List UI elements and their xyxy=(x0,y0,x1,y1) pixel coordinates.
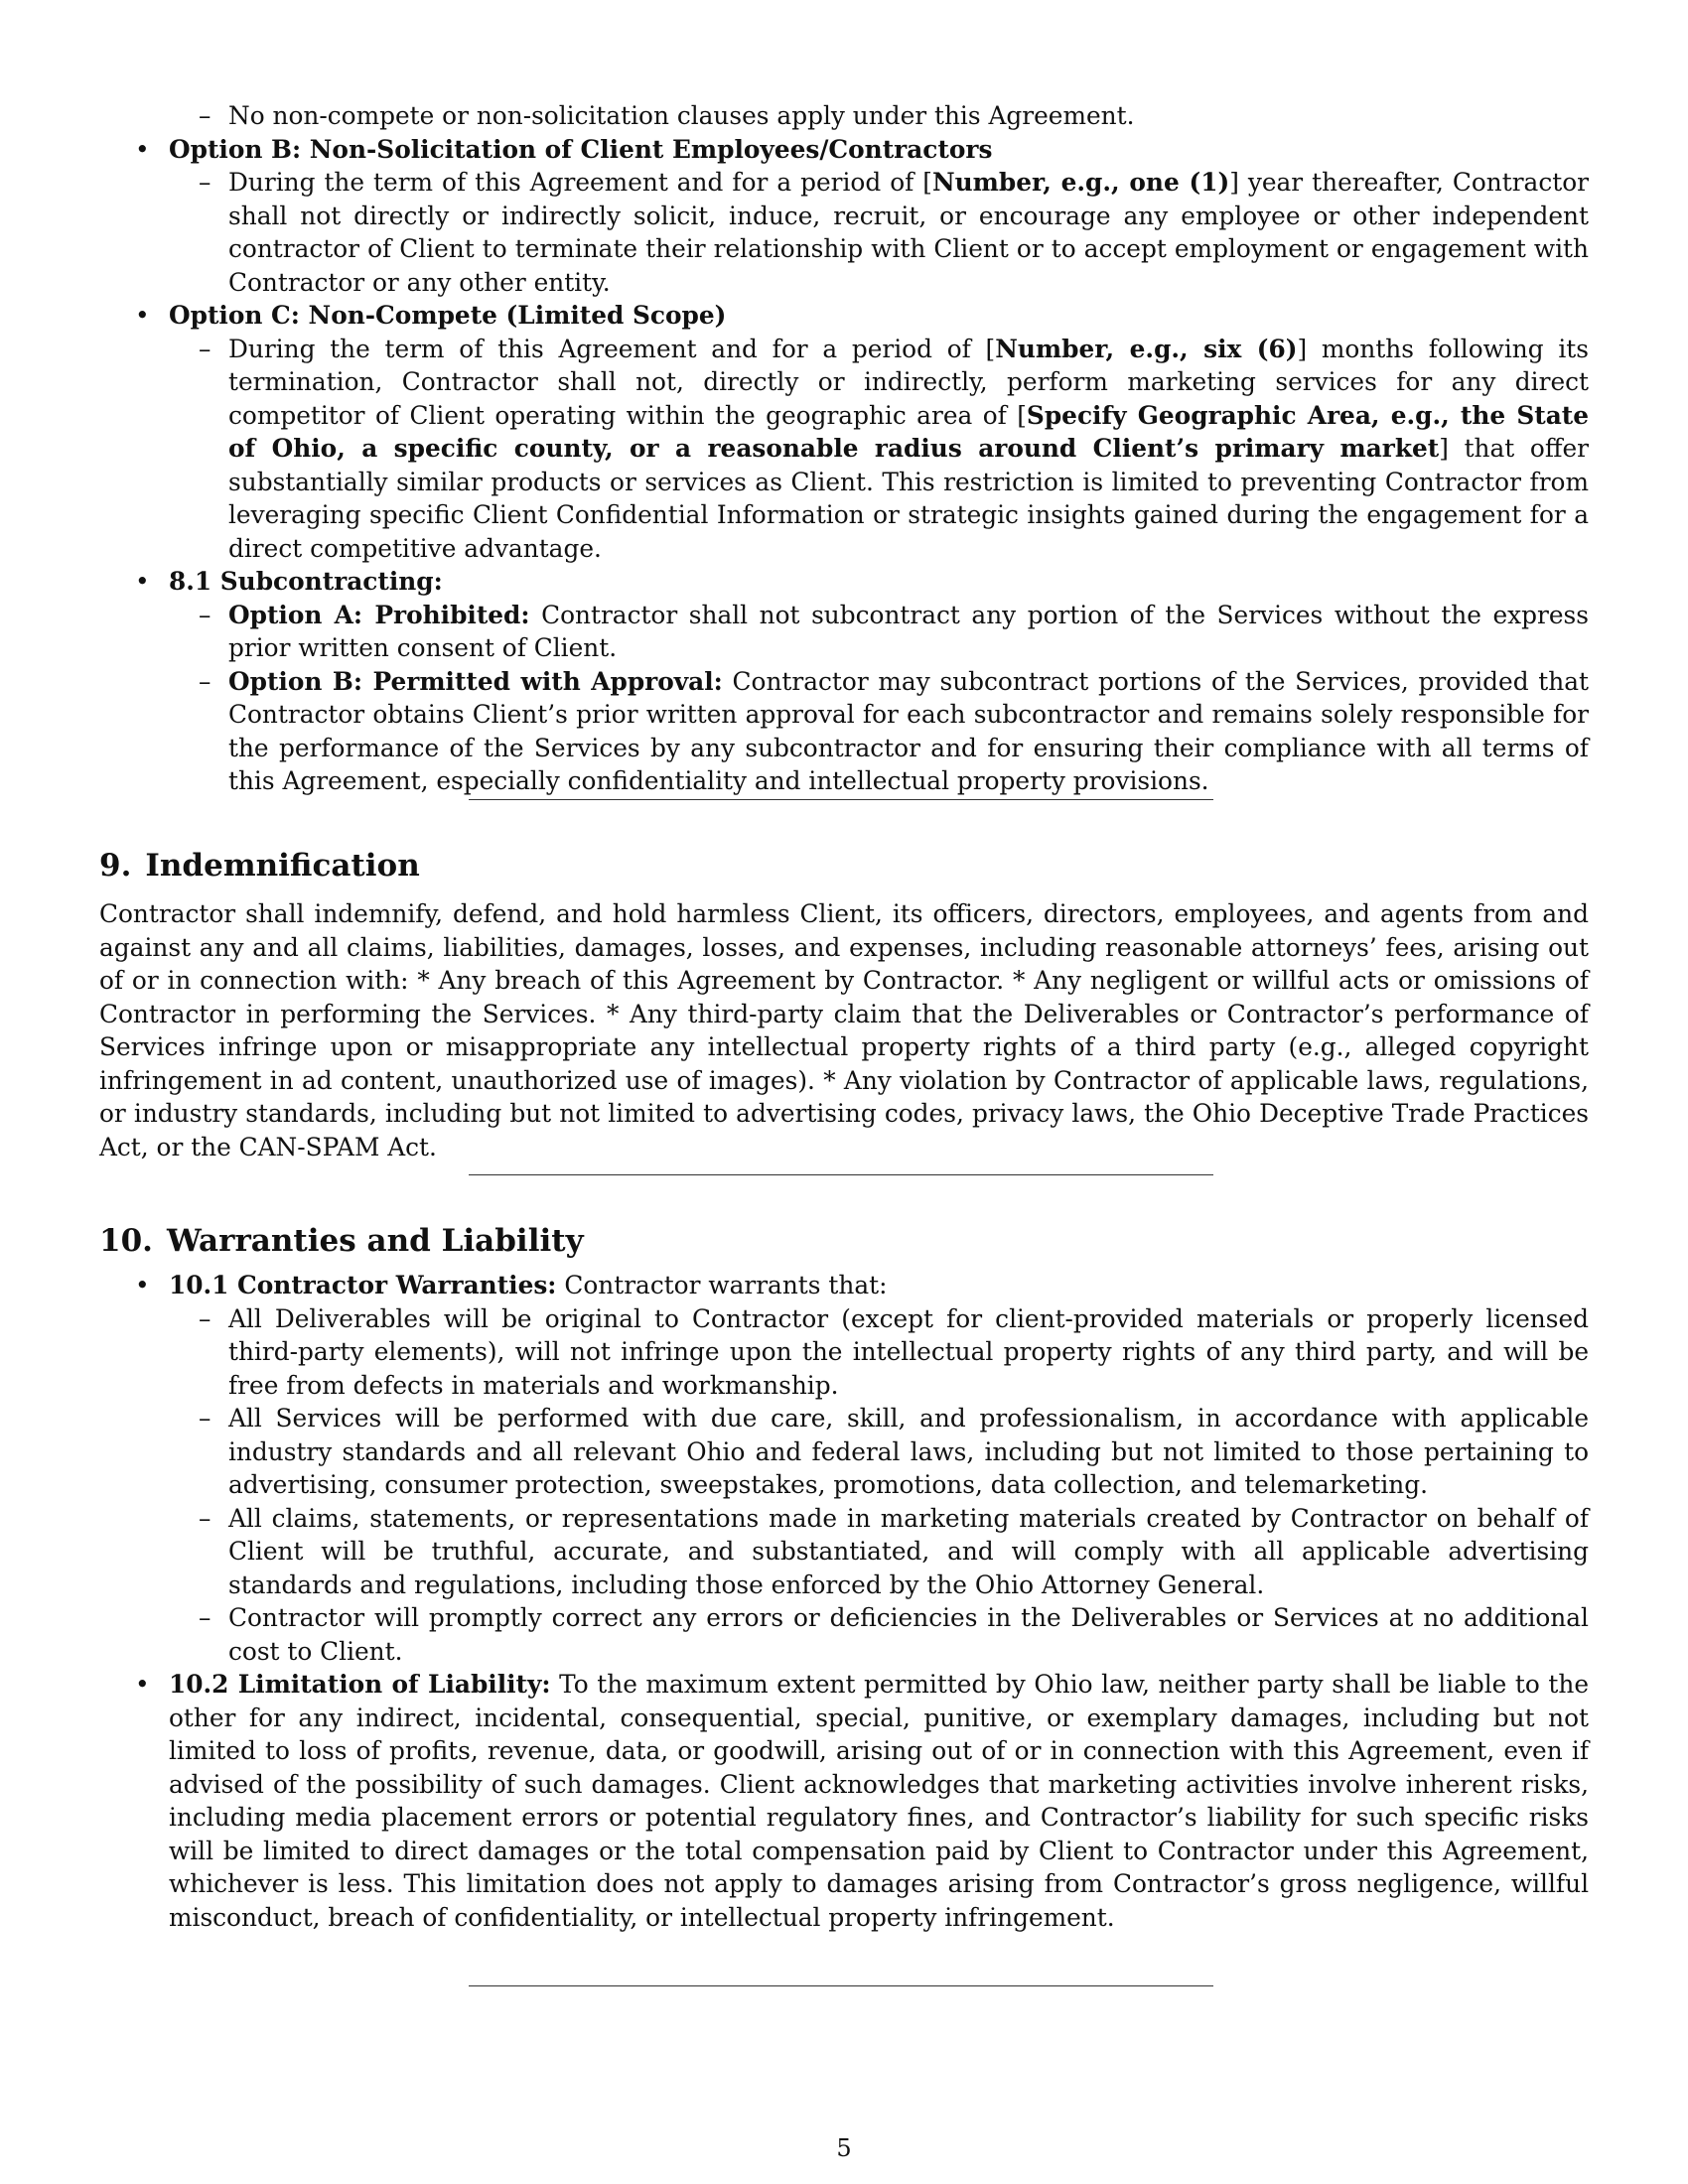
list-item: – Contractor will promptly correct any errors or deficiencies in the Deliverables or Services at no additional cost to Client. xyxy=(199,1603,1589,1666)
subcontracting-title: 8.1 Subcontracting: xyxy=(169,567,443,596)
horizontal-rule xyxy=(469,1985,1213,1986)
options-list xyxy=(99,99,1589,798)
bullet-marker: • xyxy=(135,567,150,596)
warranties-item: • 10.1 Contractor Warranties: Contractor warrants that: – All Deliverables will be original to Contractor (except for client-provided materials or properly licensed third-party elements), will not infringe upon the intellectual property rights of any third party, and will be free from defects in materials and workmanship. – All Services will be performed with due care, skill, and professionalism, in accordance with applicable industry standards and all relevant Ohio and federal laws, including but not limited to those pertaining to advertising, consumer protection, sweepstakes, promotions, data collection, and telemarketing. – All claims, statements, or representations made in marketing materials created by Contractor on behalf of Client will be truthful, accurate, and substantiated, and will comply with all applicable advertising standards and regulations, including those enforced by the Ohio Attorney General. – Contractor will promptly correct any errors or deficiencies in the Deliverables or Services at no additional cost to Client. xyxy=(99,1269,1589,1668)
page-number: 5 xyxy=(836,2134,852,2162)
list-item xyxy=(99,99,1589,133)
list-item: – During the term of this Agreement and for a period of [Number, e.g., six (6)] months following its termination, Contractor shall not, directly or indirectly, perform marketing services for any direct competitor of Client operating within the geographic area of [Specify Geographic Area, e.g., the State of Ohio, a specific county, or a reasonable radius around Client’s primary market] that offer substantially similar products or services as Client. This restriction is limited to preventing Contractor from leveraging specific Client Confidential Information or strategic insights gained during the engagement for a direct competitive advantage. xyxy=(199,334,1589,563)
dash-marker: – xyxy=(199,600,211,629)
list-item: – No non-compete or non-solicitation clauses apply under this Agreement. xyxy=(169,99,1589,133)
section8-continuation xyxy=(99,99,1589,798)
section-heading: 10. Warranties and Liability xyxy=(99,1223,584,1259)
subcontracting-item xyxy=(99,565,1589,798)
list-item: – Option A: Prohibited: Contractor shall not subcontract any portion of the Services without the express prior written consent of Client. xyxy=(199,600,1590,662)
dash-marker: – xyxy=(199,334,211,363)
dash-marker: – xyxy=(199,168,211,197)
section-10 xyxy=(99,1221,1589,1934)
dash-marker: – xyxy=(199,666,211,696)
section-body: Contractor shall indemnify, defend, and hold harmless Client, its officers, directors, employees, and agents from and against any and all claims, liabilities, damages, losses, and expenses, including reasonable attorneys’ fees, arising out of or in connection with: * Any breach of this Agreement by Contractor. * Any negligent or willful acts or omissions of Contractor in performing the Services. * Any third-party claim that the Deliverables or Contractor’s performance of Services infringe upon or misappropriate any intellectual property rights of a third party (e.g., alleged copyright infringement in ad content, unauthorized use of images). * Any violation by Contractor of applicable laws, regulations, or industry standards, including but not limited to advertising codes, privacy laws, the Ohio Deceptive Trade Practices Act, or the CAN-SPAM Act. xyxy=(99,899,1589,1161)
list-item: – During the term of this Agreement and for a period of [Number, e.g., one (1)] year thereafter, Contractor shall not directly or indirectly solicit, induce, recruit, or encourage any employee or other independent contractor of Client to terminate their relationship with Client or to accept employment or engagement with Contractor or any other entity. xyxy=(199,168,1589,297)
horizontal-rule xyxy=(469,799,1213,800)
dash-marker: – xyxy=(199,1603,211,1632)
list-item: – All Deliverables will be original to Contractor (except for client-provided materials or properly licensed third-party elements), will not infringe upon the intellectual property rights of any third party, and will be free from defects in materials and workmanship. xyxy=(199,1303,1589,1400)
option-b-item xyxy=(99,133,1589,300)
section-9 xyxy=(99,846,1589,1163)
bullet-marker: • xyxy=(135,1271,150,1299)
list-item: – Option B: Permitted with Approval: Contractor may subcontract portions of the Services, provided that Contractor obtains Client’s prior written approval for each subcontractor and remains solely responsible for the performance of the Services by any subcontractor and for ensuring their compliance with all terms of this Agreement, especially confidentiality and intellectual property provisions. xyxy=(199,666,1589,795)
list-item: – All claims, statements, or representations made in marketing materials created by Contractor on behalf of Client will be truthful, accurate, and substantiated, and will comply with all applicable advertising standards and regulations, including those enforced by the Ohio Attorney General. xyxy=(199,1503,1589,1599)
bullet-marker: • xyxy=(135,301,150,330)
dash-marker: – xyxy=(199,1303,211,1333)
liability-item: • 10.2 Limitation of Liability: To the maximum extent permitted by Ohio law, neither party shall be liable to the other for any indirect, incidental, consequential, special, punitive, or exemplary damages, including but not limited to loss of profits, revenue, data, or goodwill, arising out of or in connection with this Agreement, even if advised of the possibility of such damages. Client acknowledges that marketing activities involve inherent risks, including media placement errors or potential regulatory fines, and Contractor’s liability for such specific risks will be limited to direct damages or the total compensation paid by Client to Contractor under this Agreement, whichever is less. This limitation does not apply to damages arising from Contractor’s gross negligence, willful misconduct, breach of confidentiality, or intellectual property infringement. xyxy=(135,1670,1589,1932)
bullet-marker: • xyxy=(135,1670,150,1699)
list-item: – All Services will be performed with due care, skill, and professionalism, in accordance with applicable industry standards and all relevant Ohio and federal laws, including but not limited to those pertaining to advertising, consumer protection, sweepstakes, promotions, data collection, and telemarketing. xyxy=(199,1404,1589,1499)
option-c-item xyxy=(99,299,1589,565)
dash-marker: – xyxy=(199,1404,211,1433)
option-c-title: Option C: Non-Compete (Limited Scope) xyxy=(169,301,727,330)
bullet-marker: • xyxy=(135,134,150,164)
section-heading: 9. Indemnification xyxy=(99,848,420,884)
horizontal-rule xyxy=(469,1174,1213,1175)
warranties-list xyxy=(99,1269,1589,1934)
dash-marker: – xyxy=(199,101,211,130)
option-b-title: Option B: Non-Solicitation of Client Employees/Contractors xyxy=(169,134,993,164)
dash-marker: – xyxy=(199,1503,211,1533)
